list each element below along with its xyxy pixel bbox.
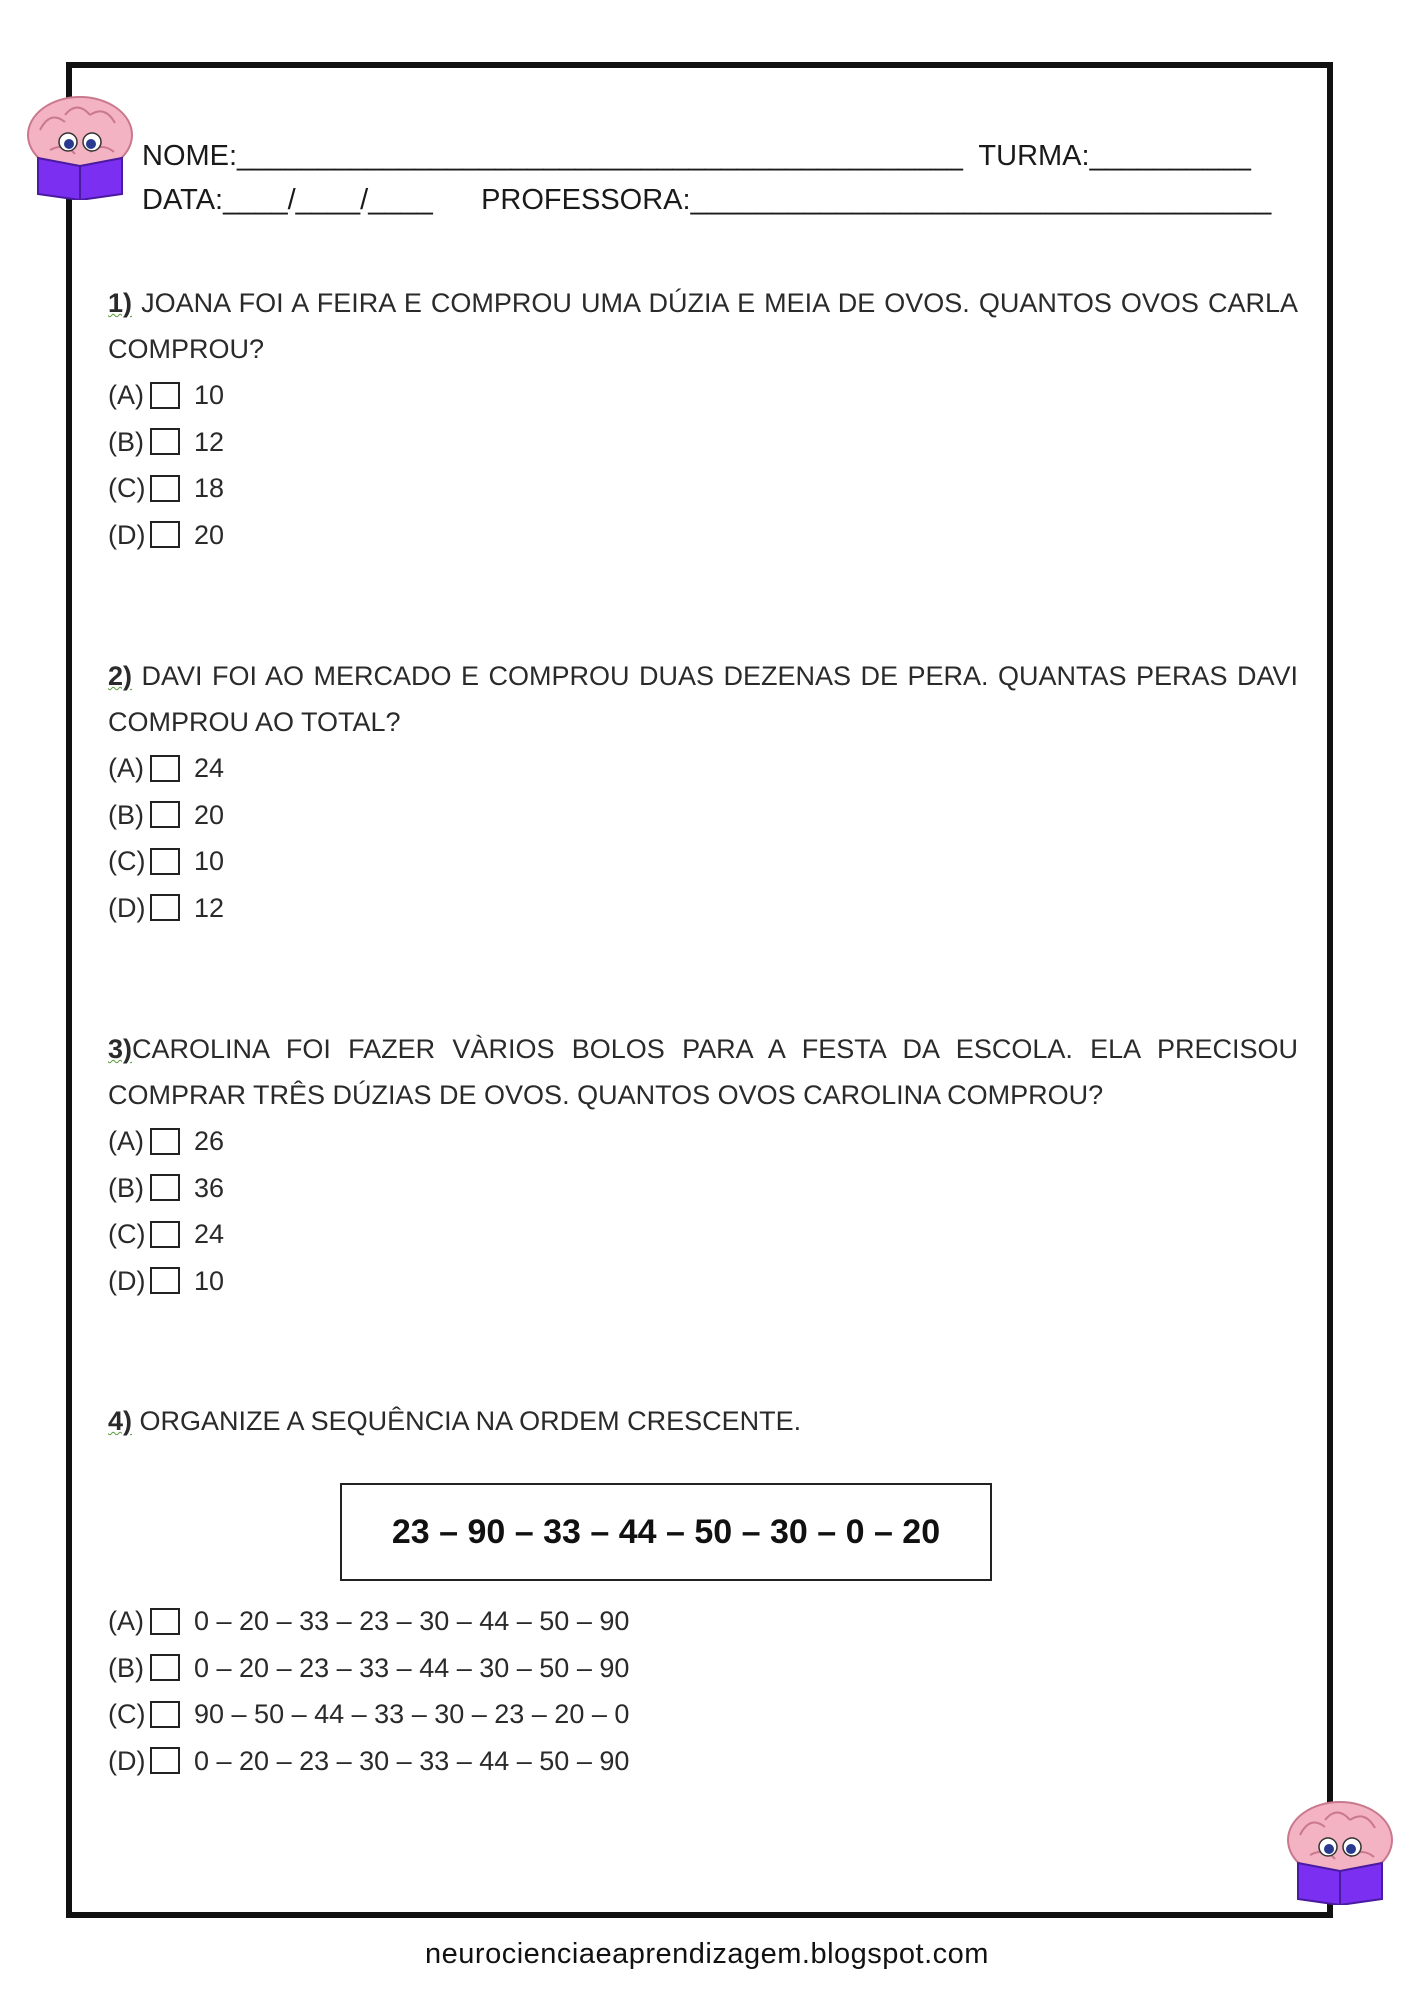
option-4d[interactable]: (D) 0 – 20 – 23 – 30 – 33 – 44 – 50 – 90 <box>108 1745 630 1776</box>
option-2b[interactable]: (B) 20 <box>108 799 225 830</box>
checkbox[interactable] <box>150 382 180 409</box>
checkbox[interactable] <box>150 1174 180 1201</box>
checkbox[interactable] <box>150 755 180 782</box>
option-1a[interactable]: (A) 10 <box>108 380 225 410</box>
question-2-number: 2) <box>108 661 133 691</box>
option-4c[interactable]: (C) 90 – 50 – 44 – 33 – 30 – 23 – 20 – 0 <box>108 1699 630 1729</box>
checkbox[interactable] <box>150 848 180 875</box>
checkbox[interactable] <box>150 1128 180 1155</box>
checkbox[interactable] <box>150 521 180 548</box>
option-3c[interactable]: (C) 24 <box>108 1219 225 1249</box>
checkbox[interactable] <box>150 1267 180 1294</box>
question-4-options <box>108 1598 629 1784</box>
option-2c[interactable]: (C) 10 <box>108 846 225 876</box>
checkbox[interactable] <box>150 894 180 921</box>
option-1c[interactable]: (C) 18 <box>108 473 225 503</box>
sequence-box: 23 – 90 – 33 – 44 – 50 – 30 – 0 – 20 <box>340 1483 992 1581</box>
footer-url: neurocienciaeaprendizagem.blogspot.com <box>425 1938 989 1970</box>
header-data-professora[interactable]: DATA:____/____/____ PROFESSORA:____________________________________ <box>142 184 1272 216</box>
header-nome-turma[interactable]: NOME:_____________________________________________ TURMA:__________ <box>142 140 1251 172</box>
question-3-number: 3) <box>108 1034 133 1064</box>
checkbox[interactable] <box>150 428 180 455</box>
question-2 <box>108 653 1298 931</box>
option-4a[interactable]: (A) 0 – 20 – 33 – 23 – 30 – 44 – 50 – 90 <box>108 1606 630 1636</box>
question-4-number: 4) <box>108 1406 133 1436</box>
checkbox[interactable] <box>150 475 180 502</box>
question-4 <box>108 1398 801 1444</box>
option-1d[interactable]: (D) 20 <box>108 519 225 550</box>
option-2d[interactable]: (D) 12 <box>108 892 225 923</box>
option-1b[interactable]: (B) 12 <box>108 426 225 457</box>
question-2-text: 2) DAVI FOI AO MERCADO E COMPROU DUAS DEZENAS DE PERA. QUANTAS PERAS DAVI COMPROU AO TOTAL? <box>108 661 1298 737</box>
question-4-text: 4) ORGANIZE A SEQUÊNCIA NA ORDEM CRESCENTE. <box>108 1406 802 1436</box>
question-3 <box>108 1026 1298 1304</box>
checkbox[interactable] <box>150 1747 180 1774</box>
checkbox[interactable] <box>150 1701 180 1728</box>
checkbox[interactable] <box>150 1221 180 1248</box>
option-2a[interactable]: (A) 24 <box>108 753 225 783</box>
checkbox[interactable] <box>150 1608 180 1635</box>
checkbox[interactable] <box>150 801 180 828</box>
checkbox[interactable] <box>150 1654 180 1681</box>
question-1-number: 1) <box>108 288 133 318</box>
option-3b[interactable]: (B) 36 <box>108 1172 225 1203</box>
option-3a[interactable]: (A) 26 <box>108 1126 225 1156</box>
option-3d[interactable]: (D) 10 <box>108 1265 225 1296</box>
question-3-text: 3)CAROLINA FOI FAZER VÀRIOS BOLOS PARA A FESTA DA ESCOLA. ELA PRECISOU COMPRAR TRÊS DÚZIAS DE OVOS. QUANTOS OVOS CAROLINA COMPROU? <box>108 1034 1298 1110</box>
brain-reading-book-icon <box>1280 1795 1400 1905</box>
question-1-text: 1) JOANA FOI A FEIRA E COMPROU UMA DÚZIA E MEIA DE OVOS. QUANTOS OVOS CARLA COMPROU? <box>108 288 1298 364</box>
option-4b[interactable]: (B) 0 – 20 – 23 – 33 – 44 – 30 – 50 – 90 <box>108 1652 630 1683</box>
brain-reading-book-icon <box>20 90 140 200</box>
question-1 <box>108 280 1298 558</box>
